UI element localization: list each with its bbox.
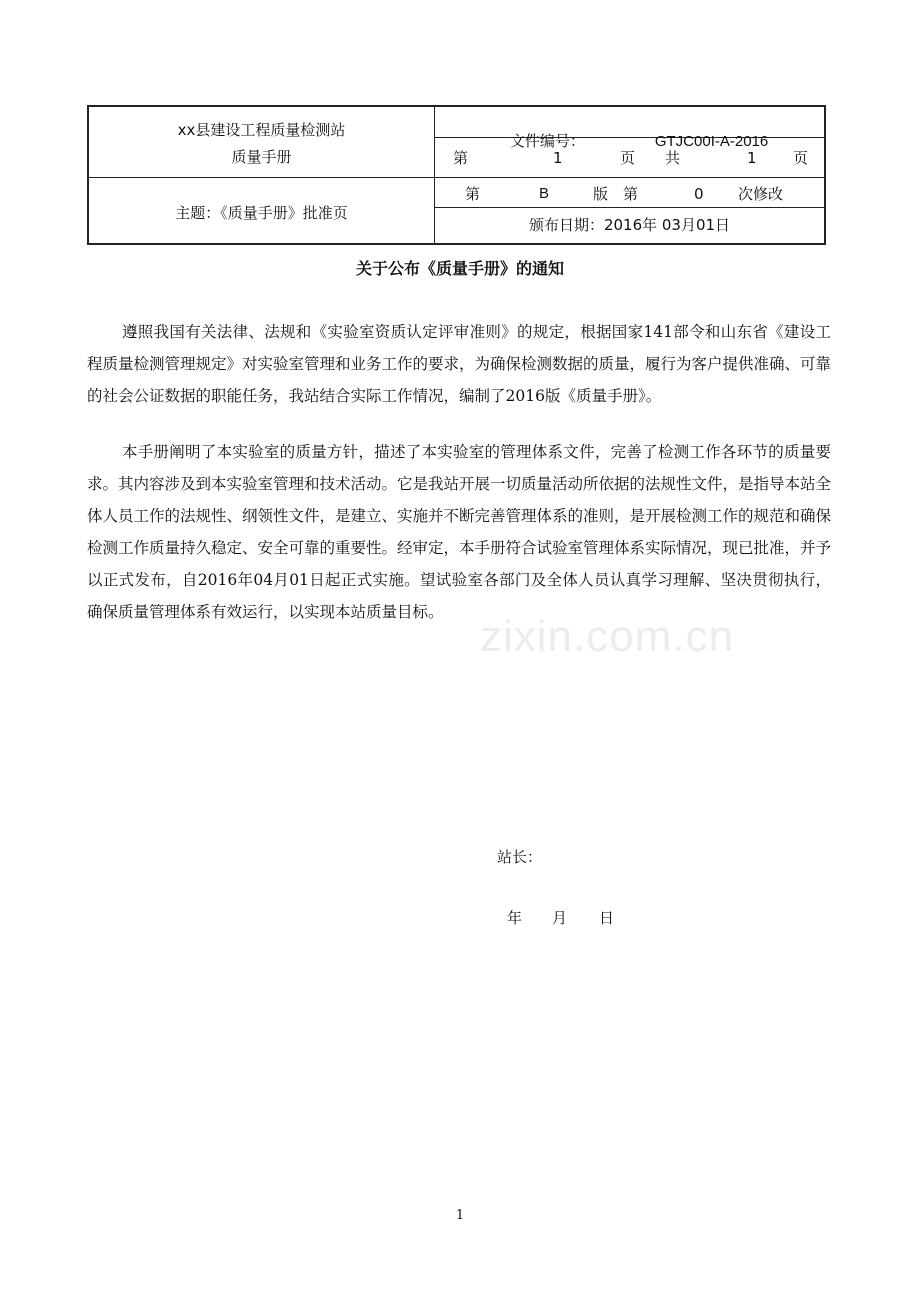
- file-number-label: 文件编号：: [509, 132, 585, 150]
- page-label-di: 第: [453, 149, 469, 167]
- signature-day: 日: [599, 909, 615, 927]
- revision-value: 0: [694, 185, 704, 203]
- document-header-table: [87, 105, 826, 245]
- signature-month: 月: [552, 909, 568, 927]
- edition-label-ban: 版: [593, 185, 609, 203]
- page-current: 1: [553, 149, 563, 167]
- revision-label-ci: 次修改: [738, 185, 784, 203]
- page-label-ye: 页: [620, 149, 636, 167]
- document-title: 质量手册: [231, 148, 292, 166]
- notice-title: 关于公布《质量手册》的通知: [355, 259, 564, 278]
- organization-name: xx县建设工程质量检测站: [177, 121, 346, 139]
- table-divider-middle: [89, 177, 824, 178]
- page-total: 1: [747, 149, 757, 167]
- document-subject: 主题：《质量手册》批准页: [175, 204, 348, 222]
- page-label-ye2: 页: [793, 149, 809, 167]
- body-paragraph-2: 本手册阐明了本实验室的质量方针，描述了本实验室的管理体系文件，完善了检测工作各环节的质量要求。其内容涉及到本实验室管理和技术活动。它是我站开展一切质量活动所依据的法规性文件，是指导本站全体人员工作的法规性、纲领性文件，是建立、实施并不断完善管理体系的准则，是开展检测工作的规范和确保检测工作质量持久稳定、安全可靠的重要性。经审定，本手册符合试验室管理体系实际情况，现已批准，并予以正式发布，自2016年04月01日起正式实施。望试验室各部门及全体人员认真学习理解、坚决贯彻执行，确保质量管理体系有效运行，以实现本站质量目标。: [87, 443, 832, 621]
- signature-year: 年: [507, 909, 523, 927]
- page-label-gong: 共: [665, 149, 681, 167]
- issue-date: 颁布日期：2016年 03月01日: [528, 216, 731, 234]
- director-signature-label: 站长：: [497, 848, 543, 866]
- body-paragraph-1: 遵照我国有关法律、法规和《实验室资质认定评审准则》的规定，根据国家141部令和山东省《建设工程质量检测管理规定》对实验室管理和业务工作的要求，为确保检测数据的质量，履行为客户提供准确、可靠的社会公证数据的职能任务，我站结合实际工作情况，编制了2016版《质量手册》。: [87, 323, 832, 405]
- revision-label-di: 第: [623, 185, 639, 203]
- edition-label-di: 第: [465, 185, 481, 203]
- file-number-value: GTJC00I-A-2016: [654, 133, 769, 150]
- page-number: 1: [455, 1208, 465, 1223]
- watermark-text: zixin.com.cn: [480, 612, 735, 661]
- edition-row: [435, 179, 824, 209]
- edition-value: B: [539, 185, 550, 202]
- page-count-row: [435, 143, 824, 173]
